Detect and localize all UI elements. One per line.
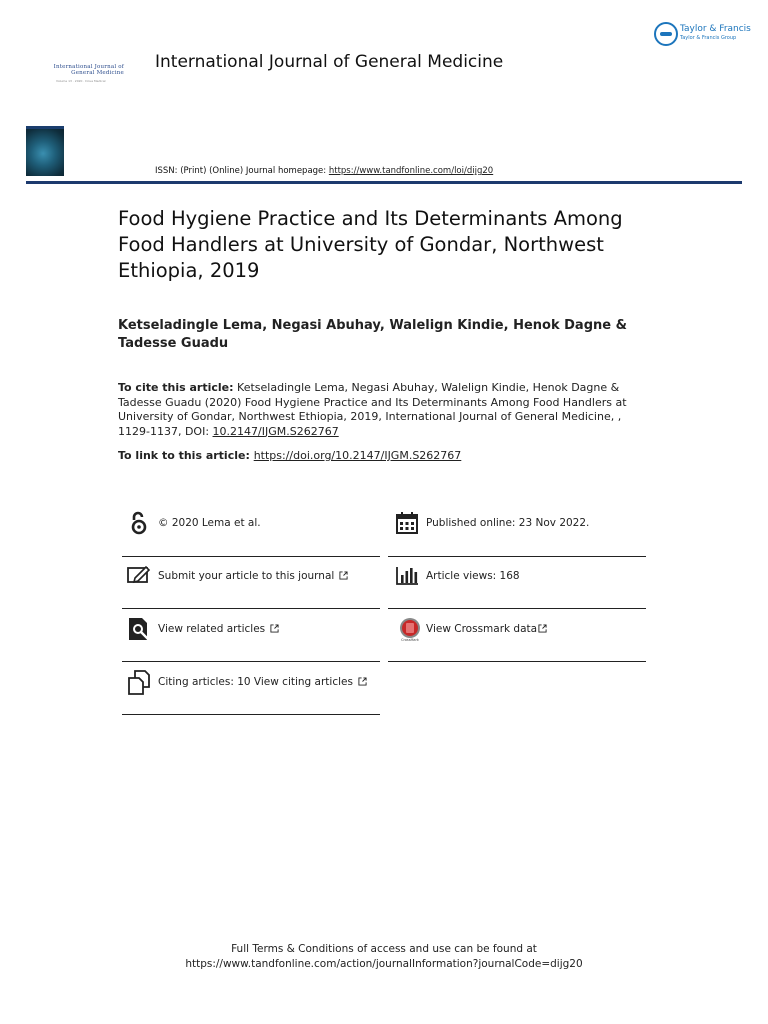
bar-chart-icon — [394, 563, 420, 589]
issn-line — [155, 166, 493, 176]
copyright-text: © 2020 Lema et al. — [158, 517, 261, 529]
divider — [122, 608, 380, 609]
publisher-logo-icon — [654, 22, 678, 46]
citing-articles-icon — [126, 669, 152, 695]
divider — [122, 714, 380, 715]
crossmark-caption: CrossMark — [401, 638, 419, 642]
submit-article-label: Submit your article to this journal — [158, 570, 335, 582]
terms-footer — [0, 942, 768, 972]
citing-articles-label: Citing articles: 10 View citing articles — [158, 676, 353, 688]
related-articles-label: View related articles — [158, 623, 266, 635]
open-access-cell — [122, 510, 380, 562]
divider — [122, 661, 380, 662]
footer-terms-url[interactable]: https://www.tandfonline.com/action/journalInformation?journalCode=dijg20 — [185, 958, 583, 970]
journal-cover-image[interactable] — [26, 126, 64, 176]
journal-title: International Journal of General Medicine — [155, 52, 504, 72]
article-link-line — [118, 449, 461, 462]
edit-icon — [126, 563, 152, 589]
journal-logo — [48, 64, 124, 83]
article-title: Food Hygiene Practice and Its Determinants Among Food Handlers at University of Gondar, Northwest Ethiopia, 2019 — [118, 207, 623, 282]
issn-prefix: ISSN: (Print) (Online) Journal homepage: — [155, 166, 329, 176]
related-articles-link[interactable] — [158, 623, 279, 635]
external-link-icon — [270, 624, 279, 633]
journal-logo-line3: Volume 13 · 2020 · Dove Medical — [56, 79, 106, 83]
doi-link[interactable]: 10.2147/IJGM.S262767 — [212, 424, 339, 438]
citing-articles-link[interactable] — [158, 676, 367, 688]
journal-logo-line1: International Journal of — [53, 64, 124, 70]
article-views-text: Article views: 168 — [426, 570, 520, 582]
published-cell — [390, 510, 648, 562]
publisher-subname: Taylor & Francis Group — [680, 35, 737, 41]
citation-block — [118, 381, 648, 439]
taylor-francis-logo[interactable] — [654, 22, 754, 48]
crossmark-icon — [394, 616, 420, 642]
journal-homepage-link[interactable]: https://www.tandfonline.com/loi/dijg20 — [328, 166, 494, 176]
external-link-icon — [358, 677, 367, 686]
cite-label: To cite this article: — [118, 381, 234, 394]
divider — [122, 556, 380, 557]
published-date-text: Published online: 23 Nov 2022. — [426, 517, 590, 529]
crossmark-label: View Crossmark data — [426, 623, 538, 635]
submit-article-link[interactable] — [158, 570, 348, 582]
external-link-icon — [339, 571, 348, 580]
divider — [388, 608, 646, 609]
footer-terms-text: Full Terms & Conditions of access and use can be found at — [231, 943, 537, 955]
link-label: To link to this article: — [118, 449, 254, 462]
publisher-name: Taylor & Francis — [680, 24, 751, 34]
header-rule — [26, 181, 742, 184]
journal-logo-line2: General Medicine — [71, 70, 124, 76]
divider — [388, 556, 646, 557]
open-access-icon — [126, 510, 152, 536]
calendar-icon — [394, 510, 420, 536]
crossmark-link[interactable] — [426, 623, 547, 635]
article-doi-url[interactable]: https://doi.org/10.2147/IJGM.S262767 — [253, 449, 462, 462]
cite-text: Ketseladingle Lema, Negasi Abuhay, Walelign Kindie, Henok Dagne & Tadesse Guadu (2020) Food Hygiene Practice and Its Determinants Among Food Handlers at University of Gondar, Northwest Ethiopia, 2019, International Journal of General Medicine, , 1129-1137, DOI: — [118, 381, 627, 438]
article-authors: Ketseladingle Lema, Negasi Abuhay, Walelign Kindie, Henok Dagne & Tadesse Guadu — [118, 318, 627, 351]
divider — [388, 661, 646, 662]
related-articles-search-icon — [126, 616, 152, 642]
external-link-icon — [538, 624, 547, 633]
